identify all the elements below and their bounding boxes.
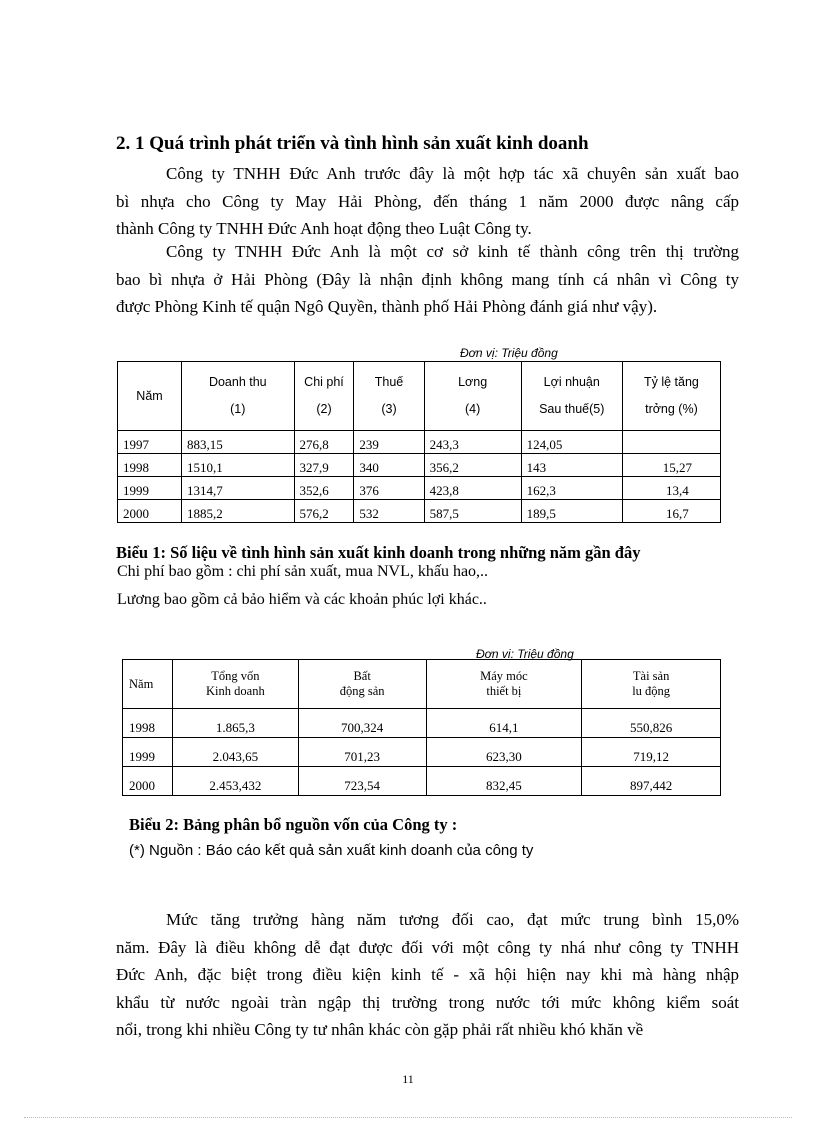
table1-caption: Biểu 1: Số liệu về tình hình sản xuất kinh doanh trong những năm gần đây — [116, 543, 641, 562]
table-cell: 1885,2 — [182, 500, 295, 523]
table-cell: 13,4 — [622, 477, 720, 500]
text-line: thành Công ty TNHH Đức Anh hoạt động theo Luật Công ty. — [116, 219, 532, 238]
table-cell: 700,324 — [298, 709, 426, 738]
col-header-year: Năm — [123, 660, 173, 709]
col-header-growth: Tỷ lệ tăng trởng (%) — [622, 362, 720, 431]
col-header-year: Năm — [118, 362, 182, 431]
table-cell: 2.043,65 — [172, 738, 298, 767]
text-line: được Phòng Kinh tế quận Ngô Quyền, thành phố Hải Phòng đánh giá như vậy). — [116, 297, 658, 316]
table-header-row — [123, 660, 721, 709]
table-cell: 532 — [354, 500, 424, 523]
col-header-profit: Lợi nhuận Sau thuế(5) — [521, 362, 622, 431]
col-header-cost: Chi phí (2) — [294, 362, 354, 431]
table-cell: 701,23 — [298, 738, 426, 767]
table2-unit: Đơn vị: Triệu đồng — [476, 647, 574, 661]
text-line: Công ty TNHH Đức Anh là một cơ sở kinh tế thành công trên thị trường — [166, 242, 739, 261]
paragraph-company — [116, 238, 739, 321]
table-cell: 576,2 — [294, 500, 354, 523]
table-cell: 1.865,3 — [172, 709, 298, 738]
table-cell: 124,05 — [521, 431, 622, 454]
paragraph-growth — [116, 906, 739, 1044]
col-header-current-assets: Tài sản lu động — [582, 660, 721, 709]
note-cost: Chi phí bao gồm : chi phí sản xuất, mua NVL, khấu hao,.. — [117, 563, 489, 580]
text-line: Công ty TNHH Đức Anh trước đây là một hợp tác xã chuyên sản xuất bao — [166, 164, 739, 183]
source-note: (*) Nguồn : Báo cáo kết quả sản xuất kinh doanh của công ty — [129, 842, 534, 859]
col-header-wage: Lơng (4) — [424, 362, 521, 431]
table-cell: 550,826 — [582, 709, 721, 738]
table-cell: 883,15 — [182, 431, 295, 454]
table-cell: 327,9 — [294, 454, 354, 477]
table-row — [118, 477, 721, 500]
table-cell: 423,8 — [424, 477, 521, 500]
page-number: 11 — [402, 1072, 414, 1086]
text-line: khẩu từ nước ngoài tràn ngập thị trường trong nước tới mức không kiểm soát — [116, 992, 739, 1012]
col-header-revenue: Doanh thu (1) — [182, 362, 295, 431]
table-cell: 614,1 — [426, 709, 582, 738]
table-cell: 2.453,432 — [172, 767, 298, 796]
text-line: Đức Anh, đặc biệt trong điều kiện kinh tế - xã hội hiện nay khi mà hàng nhập — [116, 965, 739, 984]
text-line: nổi, trong khi nhiều Công ty tư nhân khác còn gặp phải rất nhiều khó khăn về — [116, 1020, 644, 1039]
table-cell: 243,3 — [424, 431, 521, 454]
paragraph-intro — [116, 160, 739, 243]
text-line: bao bì nhựa ở Hải Phòng (Đây là nhận định không mang tính cá nhân vì Công ty — [116, 269, 739, 289]
col-header-total-capital: Tổng vốn Kinh doanh — [172, 660, 298, 709]
table-cell: 356,2 — [424, 454, 521, 477]
table-row — [118, 431, 721, 454]
table-cell: 276,8 — [294, 431, 354, 454]
table-cell: 143 — [521, 454, 622, 477]
table-row — [123, 709, 721, 738]
table-cell: 15,27 — [622, 454, 720, 477]
col-header-real-estate: Bất động sản — [298, 660, 426, 709]
text-line: bì nhựa cho Công ty May Hải Phòng, đến tháng 1 năm 2000 được nâng cấp — [116, 191, 739, 211]
table-cell: 587,5 — [424, 500, 521, 523]
page-bottom-divider — [24, 1117, 792, 1118]
col-header-equipment: Máy móc thiết bị — [426, 660, 582, 709]
capital-table — [122, 659, 721, 796]
table-cell: 897,442 — [582, 767, 721, 796]
table-cell: 340 — [354, 454, 424, 477]
table-cell: 832,45 — [426, 767, 582, 796]
table-row — [123, 767, 721, 796]
table-header-row — [118, 362, 721, 431]
table-cell: 1510,1 — [182, 454, 295, 477]
table-cell: 1999 — [118, 477, 182, 500]
table-cell: 2000 — [123, 767, 173, 796]
table-cell: 723,54 — [298, 767, 426, 796]
table-cell: 623,30 — [426, 738, 582, 767]
production-table — [117, 361, 721, 523]
table-cell: 376 — [354, 477, 424, 500]
table-row — [118, 454, 721, 477]
table-cell: 719,12 — [582, 738, 721, 767]
table-cell: 2000 — [118, 500, 182, 523]
table-cell: 239 — [354, 431, 424, 454]
table-row — [123, 738, 721, 767]
table-cell: 1999 — [123, 738, 173, 767]
text-line: Mức tăng trưởng hàng năm tương đối cao, đạt mức trung bình 15,0% — [166, 910, 739, 929]
table-cell: 1997 — [118, 431, 182, 454]
section-heading: 2. 1 Quá trình phát triển và tình hình sản xuất kinh doanh — [116, 133, 589, 154]
table-row — [118, 500, 721, 523]
table-cell: 352,6 — [294, 477, 354, 500]
note-wage: Lương bao gồm cả bảo hiểm và các khoản phúc lợi khác.. — [117, 591, 487, 608]
table-cell: 162,3 — [521, 477, 622, 500]
table-cell: 1998 — [123, 709, 173, 738]
table-cell — [622, 431, 720, 454]
table-cell: 16,7 — [622, 500, 720, 523]
table1-unit: Đơn vị: Triệu đồng — [460, 346, 558, 360]
table-cell: 1314,7 — [182, 477, 295, 500]
text-line: năm. Đây là điều không dễ đạt được đối với một công ty nhá như công ty TNHH — [116, 937, 739, 957]
table2-caption: Biểu 2: Bảng phân bổ nguồn vốn của Công ty : — [129, 815, 458, 834]
col-header-tax: Thuế (3) — [354, 362, 424, 431]
table-cell: 1998 — [118, 454, 182, 477]
table-cell: 189,5 — [521, 500, 622, 523]
